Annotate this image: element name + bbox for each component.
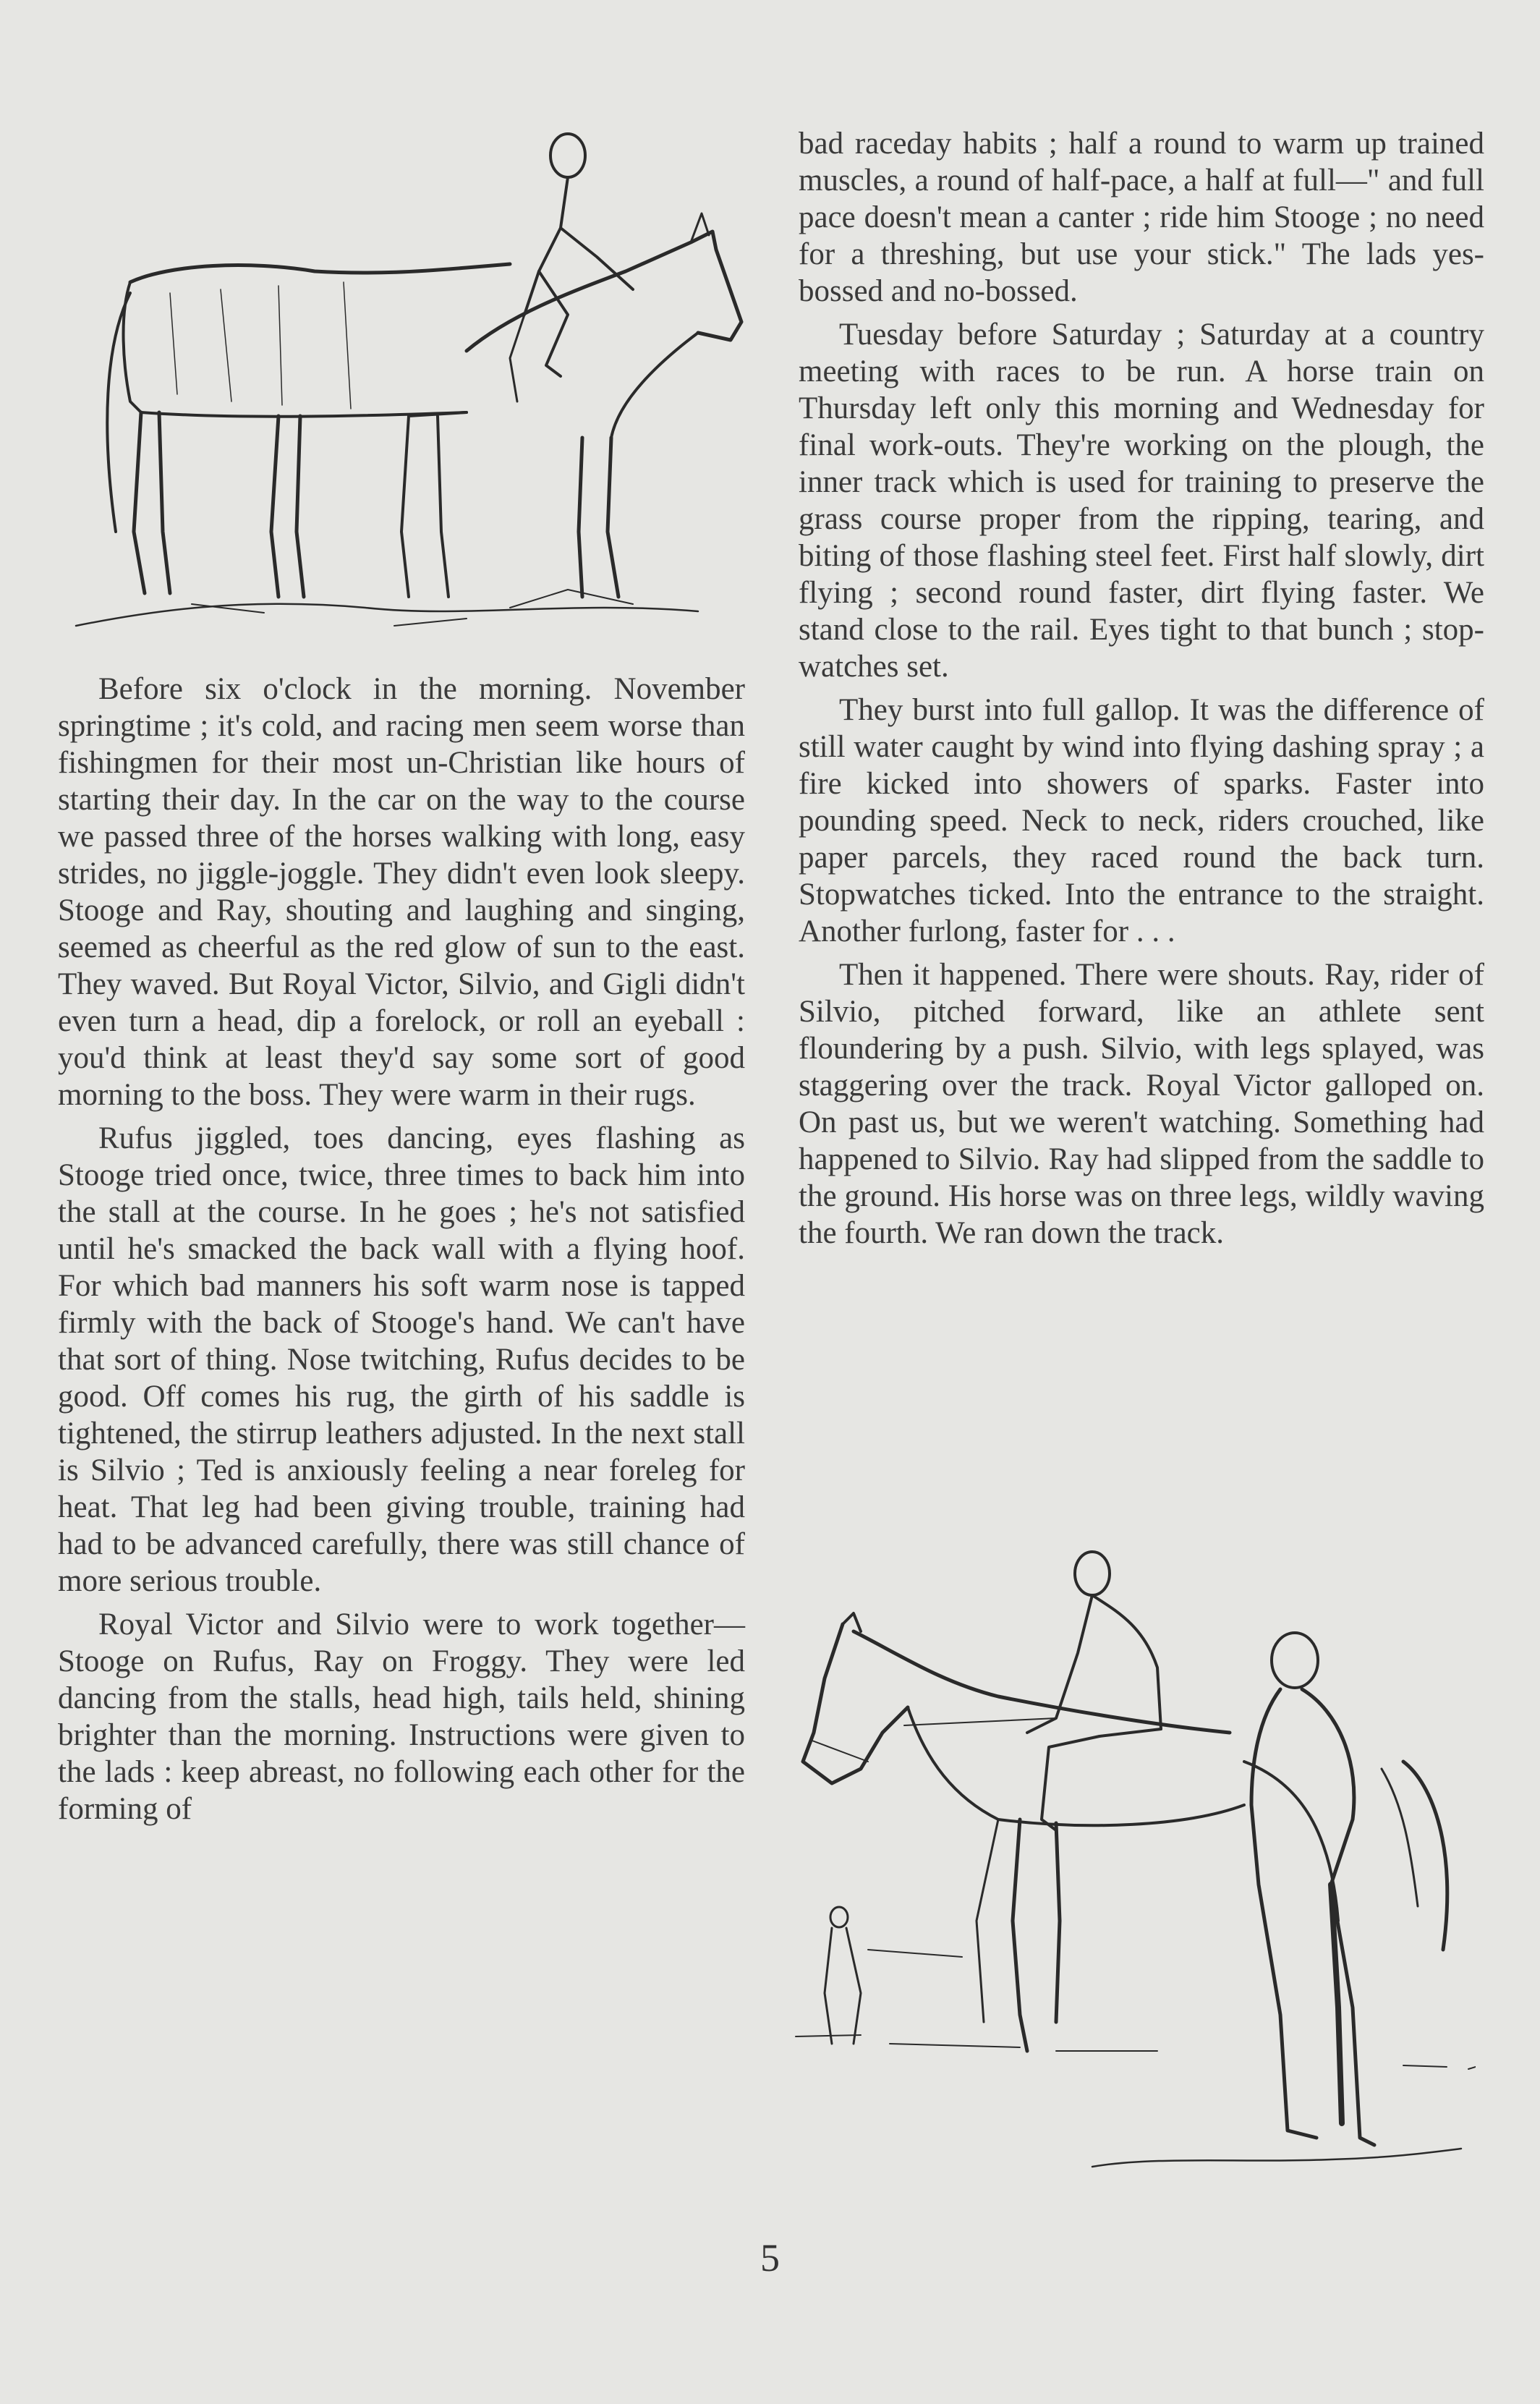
- paragraph: Royal Victor and Silvio were to work together—Stooge on Rufus, Ray on Froggy. They were led dancing from the stalls, head high, tails held, shining brighter than the morning. Instructions were given to the lads : keep abreast, no following each other for the forming of: [58, 1607, 745, 1826]
- left-text-column: [58, 671, 745, 1827]
- paragraph: bad raceday habits ; half a round to warm up trained muscles, a round of half-pace, a half at full—" and full pace doesn't mean a canter ; ride him Stooge ; no need for a threshing, but use your stick." The lads yes-bossed and no-bossed.: [799, 127, 1484, 308]
- paragraph: Tuesday before Saturday ; Saturday at a country meeting with races to be run. A horse train on Thursday left only this morning and Wednesday for final work-outs. They're working on the plough, the inner track which is used for training to preserve the grass course proper from the ripping, tearing, and biting of those flashing steel feet. First half slowly, dirt flying ; second round faster, dirt flying faster. We stand close to the rail. Eyes tight to that bunch ; stop-watches set.: [799, 318, 1484, 684]
- right-text-column: [799, 125, 1484, 1252]
- page-number: 5: [760, 2236, 780, 2280]
- horse-with-rider-drawing: [61, 127, 749, 640]
- paragraph: Before six o'clock in the morning. November springtime ; it's cold, and racing men seem worse than fishingmen for their most un-Christian like hours of starting their day. In the car on the way to the course we passed three of the horses walking with long, easy strides, no jiggle-joggle. They didn't even look sleepy. Stooge and Ray, shouting and laughing and singing, seemed as cheerful as the red glow of sun to the east. They waved. But Royal Victor, Silvio, and Gigli didn't even turn a head, dip a forelock, or roll an eyeball : you'd think at least they'd say some sort of good morning to the boss. They were warm in their rugs.: [58, 672, 745, 1112]
- paragraph: Rufus jiggled, toes dancing, eyes flashing as Stooge tried once, twice, three times to back him into the stall at the course. In he goes ; he's not satisfied until he's smacked the back wall with a flying hoof. For which bad manners his soft warm nose is tapped firmly with the back of Stooge's hand. We can't have that sort of thing. Nose twitching, Rufus decides to be good. Off comes his rug, the girth of his saddle is tightened, the stirrup leathers adjusted. In the next stall is Silvio ; Ted is anxiously feeling a near foreleg for heat. That leg had been giving trouble, training had had to be advanced carefully, there was still chance of more serious trouble.: [58, 1121, 745, 1598]
- paragraph: They burst into full gallop. It was the difference of still water caught by wind into flying dashing spray ; a fire kicked into showers of sparks. Faster into pounding speed. Neck to neck, riders crouched, like paper parcels, they raced round the back turn. Stopwatches ticked. Into the entrance to the straight. Another furlong, faster for . . .: [799, 693, 1484, 948]
- rider-and-handler-illustration: [781, 1545, 1476, 2196]
- rider-and-handler-drawing: [781, 1545, 1476, 2196]
- horse-with-rider-illustration: [61, 127, 749, 640]
- paragraph: Then it happened. There were shouts. Ray, rider of Silvio, pitched forward, like an athlete sent floundering by a push. Silvio, with legs splayed, was staggering over the track. Royal Victor galloped on. On past us, but we weren't watching. Something had happened to Silvio. Ray had slipped from the saddle to the ground. His horse was on three legs, wildly waving the fourth. We ran down the track.: [799, 958, 1484, 1250]
